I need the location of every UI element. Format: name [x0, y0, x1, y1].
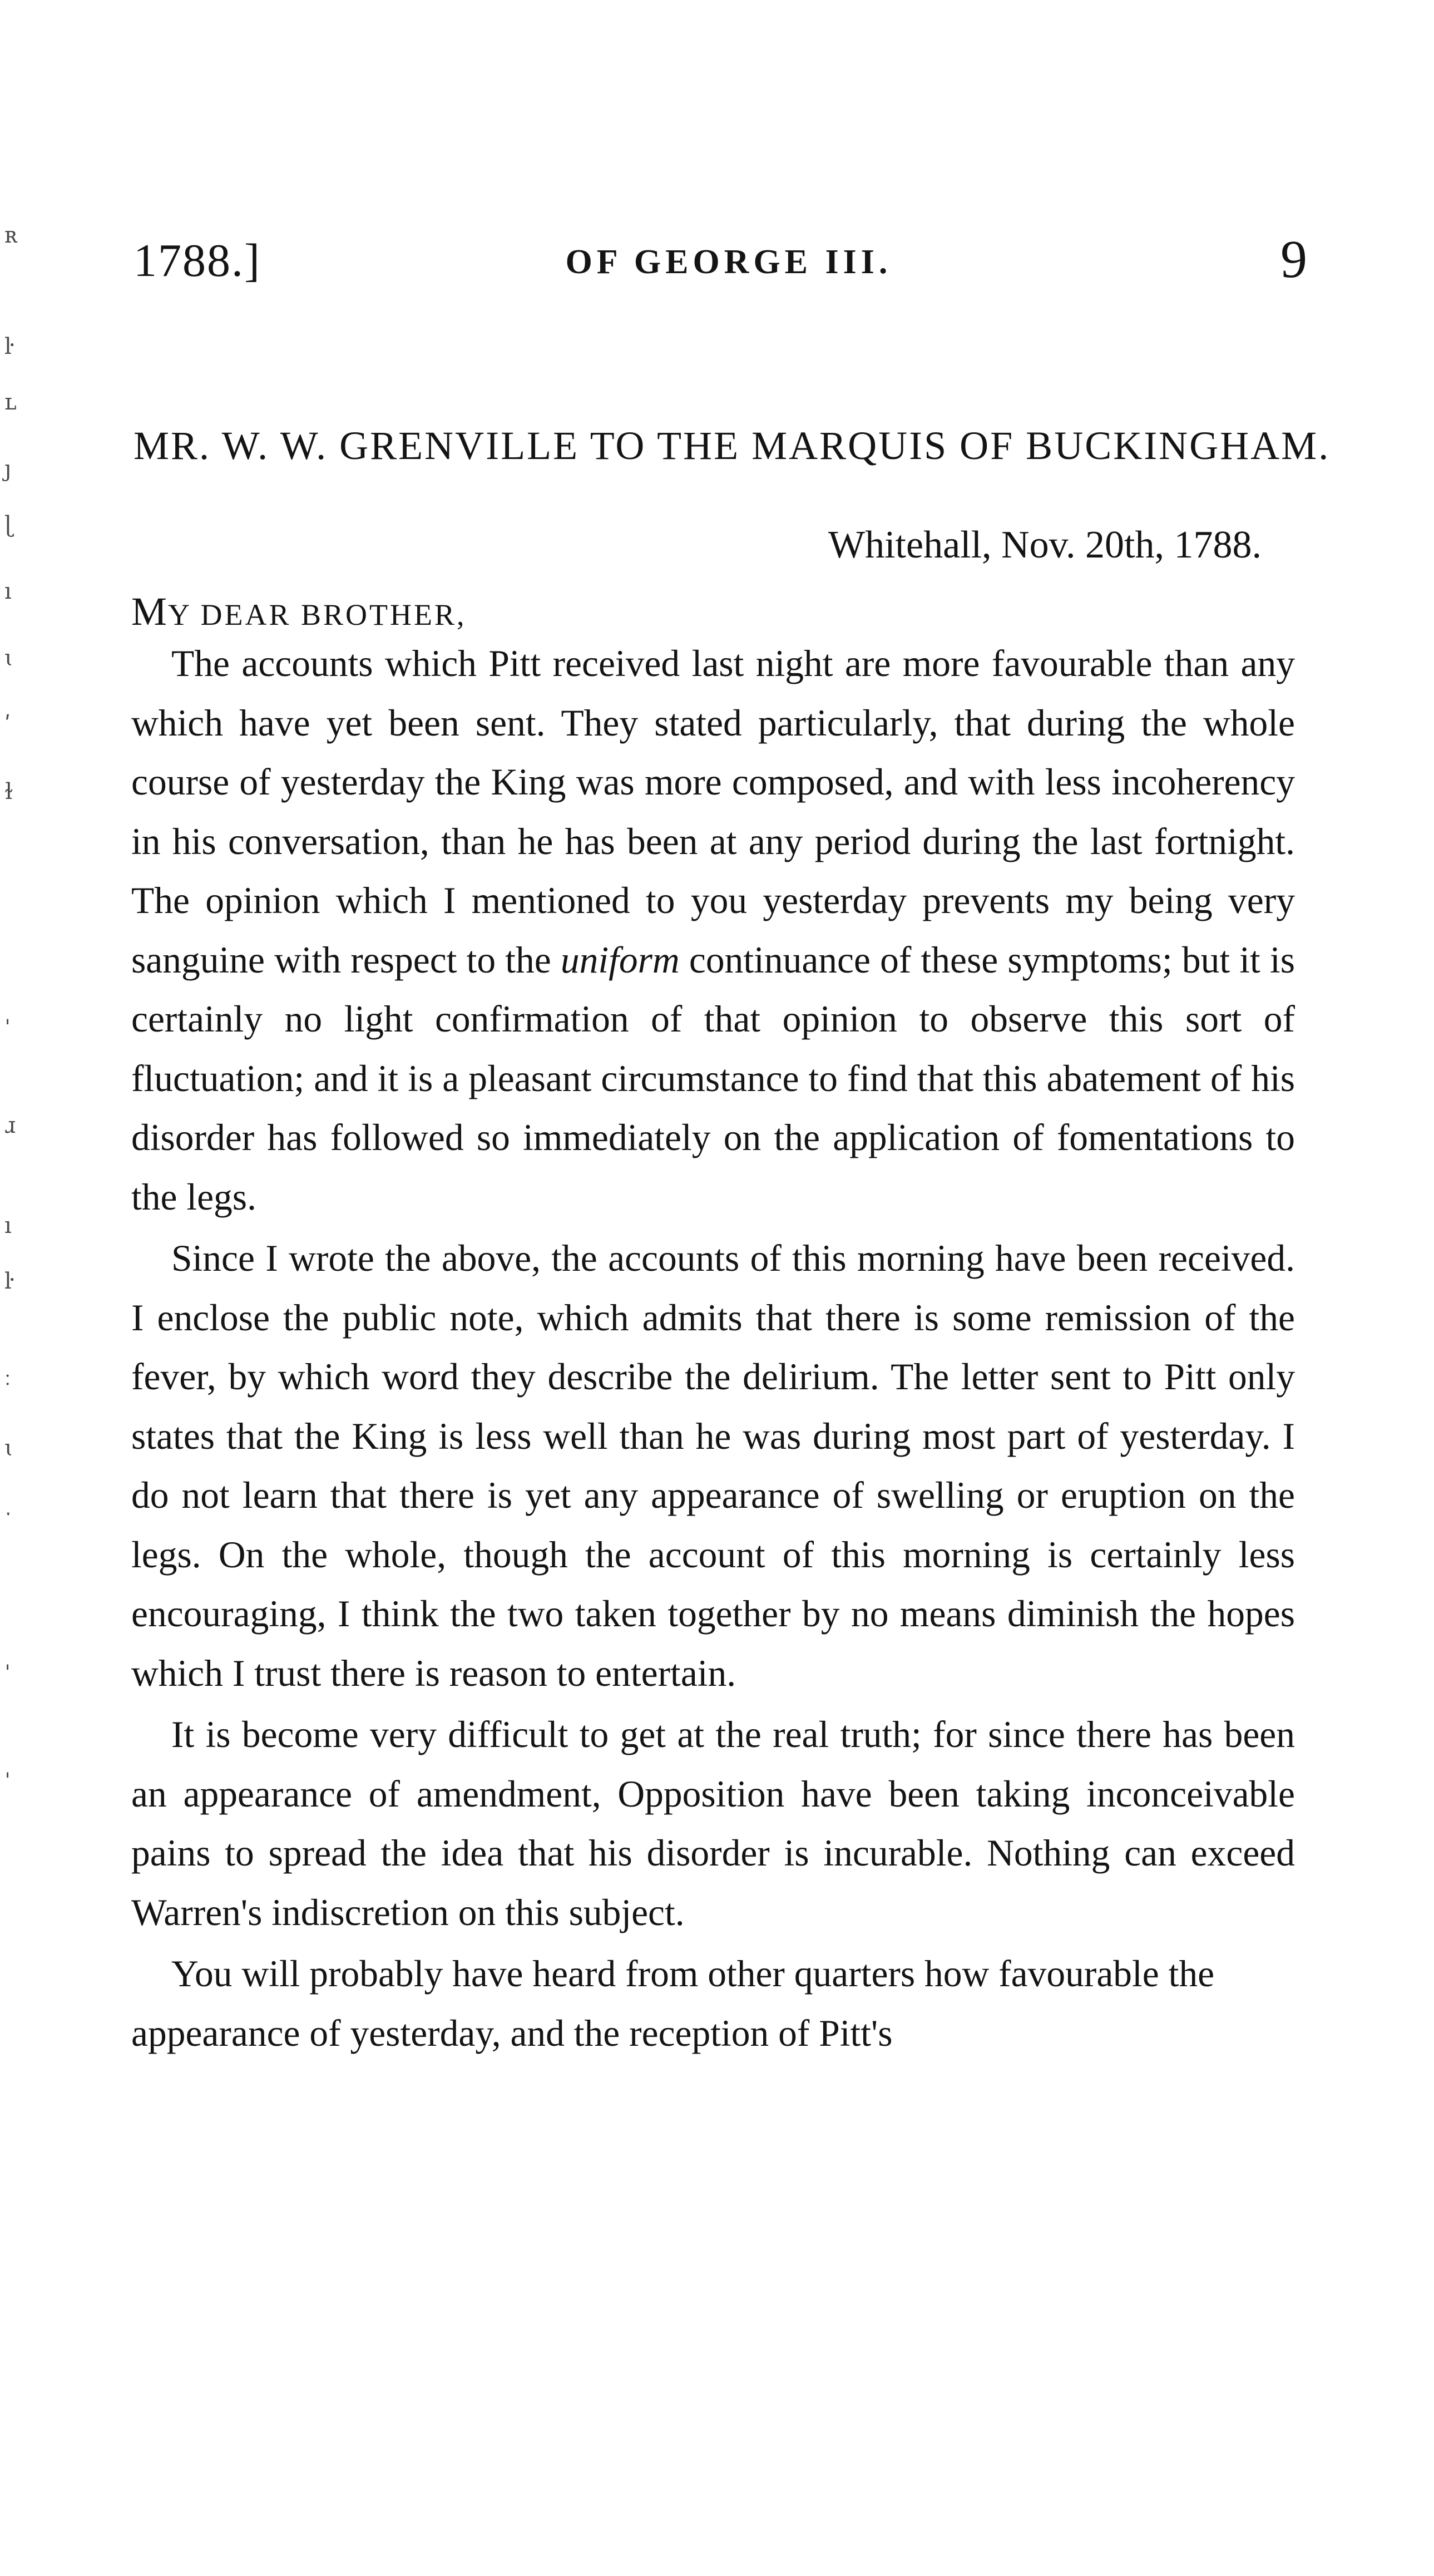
header-running-title: OF GEORGE III. — [565, 243, 892, 281]
bleed-mark: ı — [4, 579, 12, 604]
bleed-mark: ʀ — [4, 223, 18, 248]
bleed-mark: ˌ — [4, 1001, 11, 1027]
page-number: 9 — [1280, 229, 1307, 289]
paragraph-2: Since I wrote the above, the accounts of this morning have been received. I enclose the public note, which admits that there is some remission of the fever, by which word they describe the delirium. The letter sent to Pitt only states that the King is less well than he was during most part of yesterday. I do not learn that there is yet any appearance of swelling or eruption on the legs. On the whole, though the account of this morning is certainly less encouraging, I think the two taken together by no means diminish the hopes which I trust there is reason to entertain. — [131, 1237, 1295, 1694]
paragraph-1-part-a: The accounts which Pitt received last night are more favourable than any which have yet been sent. They stated particularly, that during the whole course of yesterday the King was more composed, and with less incoherency in his conversation, than he has been at any period during the last fortnight. The opinion which I mentioned to you yesterday prevents my being very sanguine with respect to the — [131, 643, 1295, 981]
bleed-through-margin — [0, 223, 33, 1892]
bleed-mark: ʟ — [4, 389, 17, 415]
bleed-mark: ɭ — [4, 512, 13, 537]
bleed-mark: ŀ — [4, 1269, 12, 1294]
bleed-mark: ɹ — [4, 1113, 16, 1138]
bleed-mark: ɩ — [4, 1435, 13, 1461]
paragraph-1-part-b: continuance of these symptoms; but it is certainly no light confirmation of that opinion to observe this sort of fluctuation; and it is a pleasant circumstance to find that this abatement of his disorder has followed so immediately on the application of fomentations to the legs. — [131, 939, 1295, 1218]
header-year: 1788.] — [133, 235, 261, 287]
salutation-small-caps: Y DEAR BROTHER, — [168, 598, 467, 631]
paragraph-3: It is become very difficult to get at the real truth; for since there has been an appearance of amendment, Opposition have been taking inconceivable pains to spread the idea that his disorder is incurable. Nothing can exceed Warren's indiscretion on this subject. — [131, 1714, 1295, 1933]
paragraph-4: You will probably have heard from other quarters how favourable the appearance of yesterday, and the reception of Pitt's — [131, 1953, 1215, 2054]
letter-heading: MR. W. W. GRENVILLE TO THE MARQUIS OF BUCKINGHAM. — [133, 423, 1331, 468]
letter-salutation — [131, 589, 467, 635]
paragraph-1-emphasis: uniform — [560, 939, 680, 981]
bleed-mark: ˑ — [4, 1502, 12, 1528]
letter-dateline: Whitehall, Nov. 20th, 1788. — [828, 524, 1262, 566]
bleed-mark: ɫ — [4, 779, 13, 805]
bleed-mark: ˌ — [4, 1647, 11, 1672]
bleed-mark: ˸ — [4, 1369, 11, 1395]
running-header — [133, 223, 1313, 300]
bleed-mark: ȷ — [4, 456, 12, 482]
letter-body — [131, 634, 1295, 2063]
paragraph-1 — [131, 634, 1295, 1227]
bleed-mark: ŀ — [4, 334, 12, 359]
bleed-mark: ı — [4, 1213, 12, 1238]
bleed-mark: ʹ — [4, 712, 11, 738]
bleed-mark: ˈ — [4, 1769, 11, 1795]
bleed-mark: ɩ — [4, 645, 13, 671]
salutation-initial: M — [131, 589, 169, 634]
